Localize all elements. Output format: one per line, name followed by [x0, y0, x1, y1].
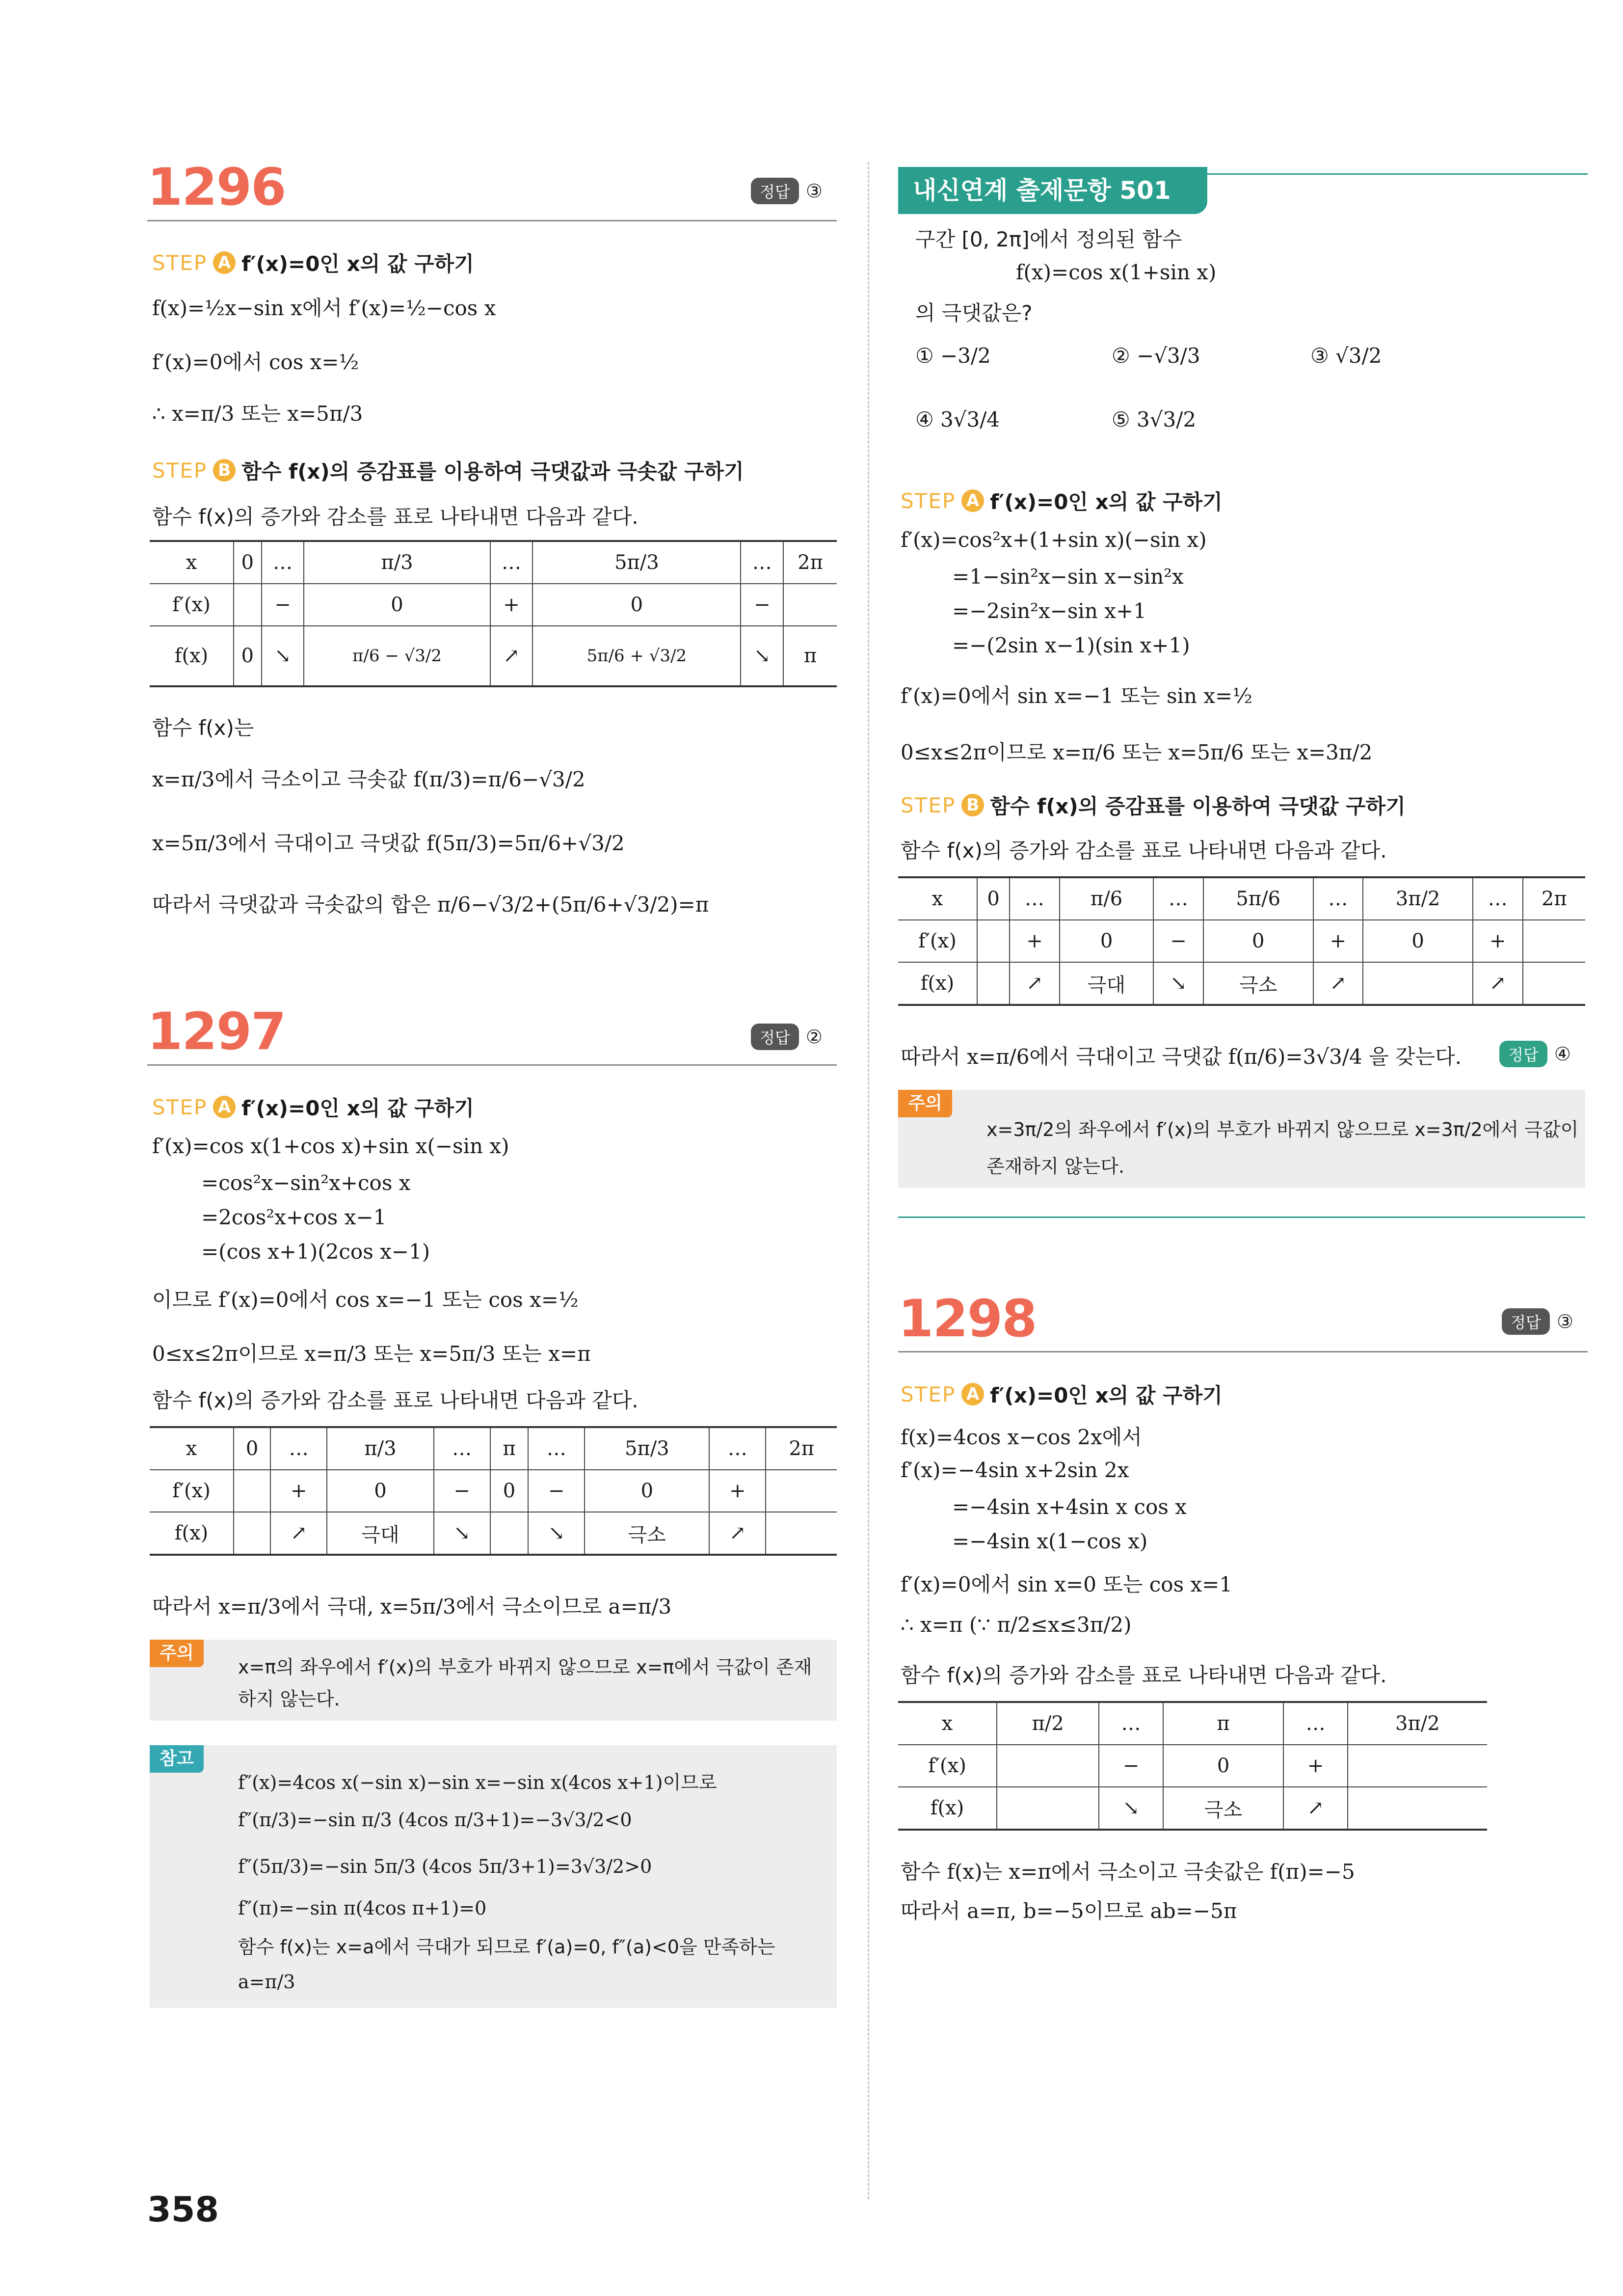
text-line: 함수 f(x)는 x=π에서 극소이고 극솟값은 f(π)=−5: [901, 1860, 1355, 1884]
table-cell: x: [186, 551, 197, 574]
reference-text: f″(π)=−sin π(4cos π+1)=0: [238, 1897, 487, 1919]
table-cell: …: [1153, 877, 1203, 920]
step-word: STEP: [152, 1095, 208, 1119]
text-line: 함수 f(x)는: [152, 716, 254, 740]
table-cell: −: [1153, 920, 1203, 962]
table-cell: +: [270, 1470, 327, 1512]
table-cell: 0: [234, 1427, 270, 1470]
table-cell: [234, 1470, 270, 1512]
variation-table-1297: [150, 1426, 837, 1556]
table-cell: 극소: [1163, 1787, 1284, 1830]
table-cell: +: [1010, 920, 1059, 962]
table-cell: …: [528, 1427, 585, 1470]
step-title: 함수 f(x)의 증감표를 이용하여 극댓값 구하기: [990, 794, 1406, 818]
text-line: 함수 f(x)의 증가와 감소를 표로 나타내면 다음과 같다.: [152, 505, 639, 529]
table-cell: f′(x): [928, 1755, 966, 1777]
text-line: 따라서 a=π, b=−5이므로 ab=−5π: [901, 1899, 1237, 1923]
text-line: f′(x)=0에서 sin x=0 또는 cos x=1: [901, 1572, 1233, 1596]
text-line: f(x)=4cos x−cos 2x에서: [901, 1425, 1142, 1449]
text-line: x=π/3에서 극소이고 극솟값 f(π/3)=π/6−√3/2: [152, 767, 585, 791]
table-cell: ↘: [434, 1512, 490, 1555]
step-badge: B: [213, 459, 236, 482]
table-cell: f′(x): [172, 1480, 211, 1502]
table-cell: π/6: [1060, 877, 1154, 920]
choice-5: ⑤ 3√3/2: [1112, 407, 1197, 432]
table-cell: π: [1163, 1702, 1284, 1745]
text-line: ∴ x=π (∵ π/2≤x≤3π/2): [901, 1613, 1132, 1637]
reference-text: f″(x)=4cos x(−sin x)−sin x=−sin x(4cos x+1)이므로: [238, 1772, 717, 1793]
table-cell: ↘: [262, 626, 304, 686]
text-line: 0≤x≤2π이므로 x=π/6 또는 x=5π/6 또는 x=3π/2: [901, 740, 1373, 764]
table-cell: 0: [234, 626, 262, 686]
answer-value: ④: [1554, 1043, 1571, 1065]
table-cell: ↘: [528, 1512, 585, 1555]
table-cell: +: [1313, 920, 1363, 962]
table-cell: …: [741, 541, 783, 584]
table-cell: [1363, 962, 1473, 1005]
table-cell: …: [1010, 877, 1059, 920]
choice-1: ① −3/2: [915, 344, 991, 368]
step-word: STEP: [901, 488, 956, 513]
step-badge: A: [213, 1096, 236, 1118]
text-line: 따라서 x=π/3에서 극대, x=5π/3에서 극소이므로 a=π/3: [152, 1594, 672, 1619]
text-line: 함수 f(x)의 증가와 감소를 표로 나타내면 다음과 같다.: [152, 1388, 639, 1412]
column-divider: [868, 162, 869, 2199]
step-title: 함수 f(x)의 증감표를 이용하여 극댓값과 극솟값 구하기: [241, 459, 744, 484]
table-cell: 5π/6: [1203, 877, 1313, 920]
caution-text: 하지 않는다.: [238, 1688, 340, 1710]
table-cell: ↗: [1010, 962, 1059, 1005]
answer-tag: 정답: [751, 178, 799, 204]
step-title: f′(x)=0인 x의 값 구하기: [241, 252, 474, 276]
table-cell: 2π: [1523, 877, 1586, 920]
table-cell: [783, 584, 837, 626]
table-cell: π: [783, 626, 837, 686]
table-cell: ↗: [1283, 1787, 1347, 1830]
table-cell: 극소: [1203, 962, 1313, 1005]
table-cell: [766, 1512, 837, 1555]
text-line: f′(x)=−4sin x+2sin 2x: [901, 1458, 1129, 1482]
text-line: 의 극댓값은?: [915, 301, 1033, 325]
table-cell: 0: [1060, 920, 1154, 962]
table-cell: 0: [1363, 920, 1473, 962]
table-cell: π/3: [327, 1427, 433, 1470]
table-cell: [1348, 1745, 1487, 1787]
text-line: =1−sin²x−sin x−sin²x: [952, 565, 1184, 589]
table-cell: 0: [977, 877, 1010, 920]
table-cell: ↘: [1153, 962, 1203, 1005]
table-cell: −: [1099, 1745, 1163, 1787]
table-cell: [234, 584, 262, 626]
table-cell: π/6 − √3/2: [304, 626, 490, 686]
table-cell: [1523, 920, 1586, 962]
step-word: STEP: [152, 250, 208, 275]
step-word: STEP: [901, 1382, 956, 1406]
table-cell: π: [490, 1427, 529, 1470]
table-cell: [997, 1745, 1099, 1787]
table-cell: 극대: [327, 1512, 433, 1555]
answer-501: [1499, 1041, 1571, 1067]
step-word: STEP: [901, 793, 956, 817]
text-line: =cos²x−sin²x+cos x: [201, 1171, 411, 1195]
answer-value: ③: [805, 180, 823, 202]
text-line: 함수 f(x)의 증가와 감소를 표로 나타내면 다음과 같다.: [901, 1663, 1387, 1687]
table-cell: π/2: [997, 1702, 1099, 1745]
caution-box-501: [898, 1090, 1585, 1188]
table-cell: −: [262, 584, 304, 626]
text-line: 이므로 f′(x)=0에서 cos x=−1 또는 cos x=½: [152, 1288, 579, 1312]
step-badge: A: [961, 1383, 984, 1405]
caution-text: x=3π/2의 좌우에서 f′(x)의 부호가 바뀌지 않으므로 x=3π/2에서 극값이: [986, 1119, 1579, 1140]
table-cell: ↗: [709, 1512, 766, 1555]
text-line: f′(x)=0에서 cos x=½: [152, 350, 359, 374]
text-line: 따라서 극댓값과 극솟값의 합은 π/6−√3/2+(5π/6+√3/2)=π: [152, 892, 709, 917]
caution-box-1297: [150, 1640, 837, 1721]
text-line: =−4sin x(1−cos x): [952, 1529, 1148, 1553]
table-cell: [997, 1787, 1099, 1830]
table-cell: [1348, 1787, 1487, 1830]
table-cell: …: [490, 541, 533, 584]
text-line: =2cos²x+cos x−1: [201, 1205, 387, 1229]
step-badge: A: [213, 251, 236, 274]
table-cell: 0: [585, 1470, 709, 1512]
answer-tag: 정답: [1499, 1041, 1547, 1067]
table-cell: [234, 1512, 270, 1555]
table-cell: 3π/2: [1363, 877, 1473, 920]
text-line: f(x)=cos x(1+sin x): [1016, 260, 1217, 284]
reference-box-1297: [150, 1745, 837, 2008]
table-cell: ↗: [1473, 962, 1522, 1005]
table-cell: x: [186, 1437, 197, 1460]
reference-label: 참고: [150, 1745, 204, 1773]
table-cell: 0: [234, 541, 262, 584]
table-cell: f(x): [930, 1797, 964, 1819]
text-line: f′(x)=0에서 sin x=−1 또는 sin x=½: [901, 684, 1252, 708]
table-cell: 극대: [1060, 962, 1154, 1005]
table-cell: 5π/3: [532, 541, 741, 584]
answer-1296: [751, 178, 823, 204]
page-number: 358: [147, 2189, 219, 2230]
caution-label: 주의: [898, 1090, 952, 1117]
step-a-1298: [901, 1379, 1223, 1409]
text-line: 구간 [0, 2π]에서 정의된 함수: [915, 227, 1182, 251]
answer-tag: 정답: [1502, 1308, 1550, 1335]
reference-text: a=π/3: [238, 1971, 295, 1993]
text-line: 따라서 x=π/6에서 극대이고 극댓값 f(π/6)=3√3/4 을 갖는다.: [901, 1045, 1462, 1069]
table-cell: [977, 962, 1010, 1005]
table-cell: 0: [532, 584, 741, 626]
text-line: =(cos x+1)(2cos x−1): [201, 1240, 430, 1264]
table-cell: 2π: [783, 541, 837, 584]
table-cell: 3π/2: [1348, 1702, 1487, 1745]
step-title: f′(x)=0인 x의 값 구하기: [990, 490, 1223, 514]
reference-text: 함수 f(x)는 x=a에서 극대가 되므로 f′(a)=0, f″(a)<0을 만족하는: [238, 1936, 775, 1958]
table-cell: 0: [304, 584, 490, 626]
rule: [898, 1351, 1588, 1352]
table-cell: [766, 1470, 837, 1512]
choice-4: ④ 3√3/4: [915, 407, 1000, 432]
table-cell: …: [1313, 877, 1363, 920]
table-cell: f(x): [174, 645, 209, 667]
rule: [147, 1064, 837, 1066]
table-cell: [977, 920, 1010, 962]
step-badge: B: [961, 794, 984, 816]
text-line: 0≤x≤2π이므로 x=π/3 또는 x=5π/3 또는 x=π: [152, 1342, 591, 1366]
table-cell: ↘: [741, 626, 783, 686]
text-line: x=5π/3에서 극대이고 극댓값 f(5π/3)=5π/6+√3/2: [152, 831, 625, 855]
choice-3: ③ √3/2: [1310, 344, 1382, 368]
table-cell: …: [270, 1427, 327, 1470]
table-cell: 5π/6 + √3/2: [532, 626, 741, 686]
caution-text: x=π의 좌우에서 f′(x)의 부호가 바뀌지 않으므로 x=π에서 극값이 존재: [238, 1656, 812, 1678]
table-cell: …: [434, 1427, 490, 1470]
table-cell: 0: [490, 1470, 529, 1512]
table-cell: f′(x): [172, 594, 211, 616]
step-b-501: [901, 790, 1406, 820]
table-cell: f(x): [920, 972, 955, 995]
table-cell: ↗: [270, 1512, 327, 1555]
table-cell: 5π/3: [585, 1427, 709, 1470]
table-cell: …: [262, 541, 304, 584]
table-cell: ↗: [490, 626, 533, 686]
answer-tag: 정답: [751, 1024, 799, 1050]
caution-text: 존재하지 않는다.: [986, 1156, 1125, 1177]
text-line: ∴ x=π/3 또는 x=5π/3: [152, 402, 363, 426]
step-a-1296: [152, 248, 474, 277]
problem-number-1297: 1297: [147, 1001, 286, 1061]
table-cell: …: [709, 1427, 766, 1470]
text-line: f′(x)=cos²x+(1+sin x)(−sin x): [901, 528, 1207, 552]
step-title: f′(x)=0인 x의 값 구하기: [241, 1096, 474, 1120]
step-word: STEP: [152, 458, 208, 483]
table-cell: +: [1473, 920, 1522, 962]
table-cell: …: [1283, 1702, 1347, 1745]
answer-1297: [751, 1024, 823, 1050]
reference-text: f″(π/3)=−sin π/3 (4cos π/3+1)=−3√3/2<0: [238, 1809, 632, 1831]
step-a-501: [901, 486, 1223, 515]
text-line: f′(x)=cos x(1+cos x)+sin x(−sin x): [152, 1134, 509, 1158]
caution-label: 주의: [150, 1640, 204, 1667]
table-cell: 0: [1163, 1745, 1284, 1787]
table-cell: π/3: [304, 541, 490, 584]
table-cell: 2π: [766, 1427, 837, 1470]
text-line: f(x)=½x−sin x에서 f′(x)=½−cos x: [152, 296, 496, 320]
table-cell: f(x): [174, 1522, 209, 1544]
reference-text: f″(5π/3)=−sin 5π/3 (4cos 5π/3+1)=3√3/2>0: [238, 1856, 652, 1877]
answer-1298: [1502, 1308, 1573, 1335]
table-cell: …: [1473, 877, 1522, 920]
table-cell: 극소: [585, 1512, 709, 1555]
table-cell: −: [741, 584, 783, 626]
choice-2: ② −√3/3: [1112, 344, 1200, 368]
rule: [147, 220, 837, 221]
step-badge: A: [961, 489, 984, 512]
text-line: =−4sin x+4sin x cos x: [952, 1495, 1187, 1519]
table-cell: ↗: [1313, 962, 1363, 1005]
table-cell: …: [1099, 1702, 1163, 1745]
table-cell: [1523, 962, 1586, 1005]
step-b-1296: [152, 456, 744, 485]
step-title: f′(x)=0인 x의 값 구하기: [990, 1383, 1223, 1407]
section-rule: [898, 1216, 1585, 1218]
step-a-1297: [152, 1092, 474, 1122]
table-cell: +: [709, 1470, 766, 1512]
table-cell: x: [931, 888, 943, 910]
table-cell: ↘: [1099, 1787, 1163, 1830]
table-cell: x: [941, 1712, 953, 1735]
text-line: =−(2sin x−1)(sin x+1): [952, 633, 1190, 657]
table-cell: +: [1283, 1745, 1347, 1787]
table-cell: −: [528, 1470, 585, 1512]
variation-table-1296: [150, 540, 837, 687]
text-line: =−2sin²x−sin x+1: [952, 599, 1146, 623]
related-problem-banner: 내신연계 출제문항 501: [898, 167, 1207, 214]
variation-table-501: [898, 876, 1585, 1006]
answer-value: ②: [805, 1026, 823, 1048]
variation-table-1298: [898, 1701, 1487, 1831]
table-cell: −: [434, 1470, 490, 1512]
table-cell: +: [490, 584, 533, 626]
table-cell: 0: [1203, 920, 1313, 962]
problem-number-1296: 1296: [147, 157, 286, 217]
table-cell: f′(x): [918, 930, 957, 952]
answer-value: ③: [1556, 1311, 1573, 1332]
text-line: 함수 f(x)의 증가와 감소를 표로 나타내면 다음과 같다.: [901, 838, 1387, 863]
table-cell: [490, 1512, 529, 1555]
table-cell: 0: [327, 1470, 433, 1512]
problem-number-1298: 1298: [898, 1289, 1037, 1349]
